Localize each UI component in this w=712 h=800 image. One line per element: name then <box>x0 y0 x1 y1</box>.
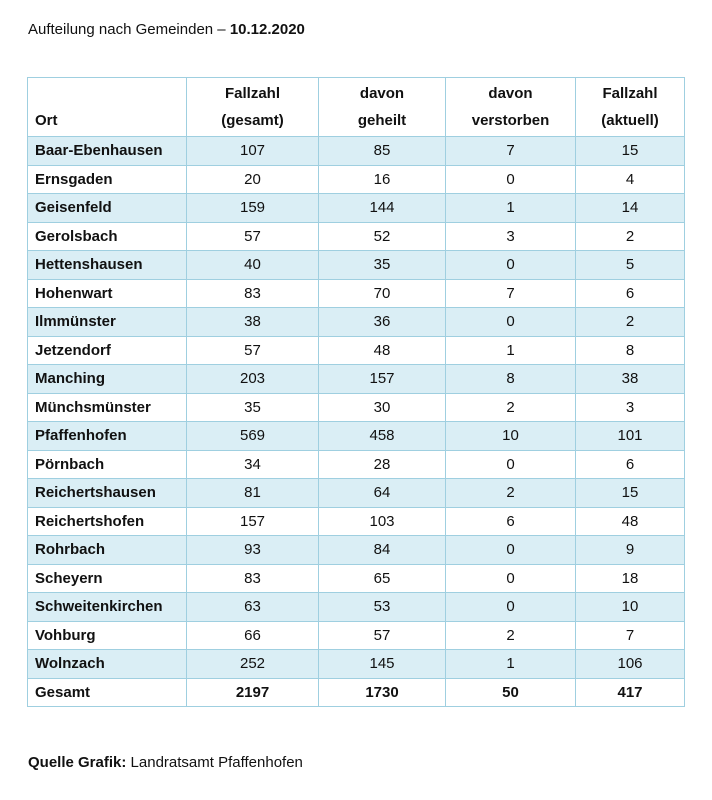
total-ort-cell: Gesamt <box>28 678 187 707</box>
ort-cell: Münchsmünster <box>28 393 187 422</box>
fallzahl-aktuell-cell: 15 <box>576 479 685 508</box>
fallzahl-gesamt-header <box>187 78 319 137</box>
fallzahl-gesamt-cell: 34 <box>187 450 319 479</box>
geheilt-cell: 16 <box>319 165 446 194</box>
table-row <box>28 194 685 223</box>
header-line-1: Fallzahl <box>602 85 658 102</box>
ort-cell: Vohburg <box>28 621 187 650</box>
header-line-1: davon <box>488 85 533 102</box>
fallzahl-aktuell-cell: 2 <box>576 222 685 251</box>
table-row <box>28 564 685 593</box>
fallzahl-gesamt-cell: 159 <box>187 194 319 223</box>
table-row <box>28 593 685 622</box>
table-header <box>28 78 685 137</box>
ort-cell: Schweitenkirchen <box>28 593 187 622</box>
geheilt-cell: 85 <box>319 137 446 166</box>
verstorben-cell: 7 <box>446 279 576 308</box>
fallzahl-aktuell-cell: 8 <box>576 336 685 365</box>
fallzahl-aktuell-cell: 7 <box>576 621 685 650</box>
fallzahl-gesamt-cell: 93 <box>187 536 319 565</box>
verstorben-cell: 1 <box>446 194 576 223</box>
table-row <box>28 536 685 565</box>
fallzahl-gesamt-cell: 252 <box>187 650 319 679</box>
ort-cell: Gerolsbach <box>28 222 187 251</box>
fallzahl-gesamt-cell: 40 <box>187 251 319 280</box>
fallzahl-gesamt-cell: 57 <box>187 222 319 251</box>
fallzahl-aktuell-cell: 10 <box>576 593 685 622</box>
fallzahl-gesamt-cell: 81 <box>187 479 319 508</box>
verstorben-cell: 0 <box>446 536 576 565</box>
fallzahl-gesamt-cell: 157 <box>187 507 319 536</box>
fallzahl-gesamt-cell: 20 <box>187 165 319 194</box>
fallzahl-aktuell-cell: 38 <box>576 365 685 394</box>
fallzahl-gesamt-cell: 66 <box>187 621 319 650</box>
geheilt-cell: 48 <box>319 336 446 365</box>
source-note <box>28 753 303 773</box>
verstorben-cell: 2 <box>446 393 576 422</box>
verstorben-cell: 0 <box>446 593 576 622</box>
verstorben-cell: 0 <box>446 564 576 593</box>
table-row <box>28 279 685 308</box>
table-row <box>28 165 685 194</box>
verstorben-cell: 2 <box>446 621 576 650</box>
ort-cell: Baar-Ebenhausen <box>28 137 187 166</box>
ort-cell: Hohenwart <box>28 279 187 308</box>
header-line-1: Fallzahl <box>224 85 280 102</box>
fallzahl-aktuell-cell: 4 <box>576 165 685 194</box>
verstorben-cell: 0 <box>446 450 576 479</box>
geheilt-cell: 145 <box>319 650 446 679</box>
fallzahl-aktuell-cell: 5 <box>576 251 685 280</box>
header-label: Ort <box>35 112 58 129</box>
table-header-row <box>28 78 685 137</box>
ort-header <box>28 78 187 137</box>
table-row <box>28 251 685 280</box>
cases-by-municipality-table <box>27 77 685 707</box>
table-row <box>28 479 685 508</box>
geheilt-cell: 144 <box>319 194 446 223</box>
ort-cell: Scheyern <box>28 564 187 593</box>
fallzahl-aktuell-header <box>576 78 685 137</box>
ort-cell: Pfaffenhofen <box>28 422 187 451</box>
fallzahl-gesamt-cell: 63 <box>187 593 319 622</box>
table-row <box>28 422 685 451</box>
geheilt-cell: 103 <box>319 507 446 536</box>
fallzahl-gesamt-cell: 83 <box>187 279 319 308</box>
verstorben-cell: 0 <box>446 251 576 280</box>
verstorben-cell: 2 <box>446 479 576 508</box>
total-fallzahl-gesamt-cell: 2197 <box>187 678 319 707</box>
header-line-2: verstorben <box>471 112 550 129</box>
table-row <box>28 621 685 650</box>
ort-cell: Jetzendorf <box>28 336 187 365</box>
cases-table-container <box>27 77 684 707</box>
heading-prefix: Aufteilung nach Gemeinden – <box>28 21 230 38</box>
fallzahl-aktuell-cell: 3 <box>576 393 685 422</box>
header-line-2: (aktuell) <box>601 112 659 129</box>
fallzahl-gesamt-cell: 107 <box>187 137 319 166</box>
ort-cell: Pörnbach <box>28 450 187 479</box>
ort-cell: Wolnzach <box>28 650 187 679</box>
geheilt-cell: 64 <box>319 479 446 508</box>
geheilt-cell: 57 <box>319 621 446 650</box>
table-body <box>28 137 685 707</box>
ort-cell: Ernsgaden <box>28 165 187 194</box>
fallzahl-gesamt-cell: 35 <box>187 393 319 422</box>
fallzahl-aktuell-cell: 15 <box>576 137 685 166</box>
verstorben-cell: 0 <box>446 165 576 194</box>
ort-cell: Hettenshausen <box>28 251 187 280</box>
verstorben-cell: 0 <box>446 308 576 337</box>
fallzahl-gesamt-cell: 83 <box>187 564 319 593</box>
page-heading <box>28 20 305 40</box>
fallzahl-gesamt-cell: 38 <box>187 308 319 337</box>
geheilt-cell: 36 <box>319 308 446 337</box>
geheilt-cell: 70 <box>319 279 446 308</box>
fallzahl-aktuell-cell: 6 <box>576 279 685 308</box>
ort-cell: Geisenfeld <box>28 194 187 223</box>
header-line-2: (gesamt) <box>221 112 284 129</box>
table-row <box>28 222 685 251</box>
fallzahl-gesamt-cell: 569 <box>187 422 319 451</box>
table-row <box>28 308 685 337</box>
fallzahl-aktuell-cell: 2 <box>576 308 685 337</box>
total-verstorben-cell: 50 <box>446 678 576 707</box>
fallzahl-aktuell-cell: 14 <box>576 194 685 223</box>
heading-date: 10.12.2020 <box>229 21 305 38</box>
table-row <box>28 365 685 394</box>
ort-cell: Rohrbach <box>28 536 187 565</box>
geheilt-cell: 458 <box>319 422 446 451</box>
geheilt-cell: 52 <box>319 222 446 251</box>
geheilt-cell: 35 <box>319 251 446 280</box>
total-geheilt-cell: 1730 <box>319 678 446 707</box>
fallzahl-aktuell-cell: 48 <box>576 507 685 536</box>
table-row <box>28 336 685 365</box>
ort-cell: Manching <box>28 365 187 394</box>
verstorben-header <box>446 78 576 137</box>
header-line-2: geheilt <box>357 112 407 129</box>
geheilt-cell: 65 <box>319 564 446 593</box>
source-label: Quelle Grafik: <box>28 754 127 771</box>
verstorben-cell: 6 <box>446 507 576 536</box>
fallzahl-aktuell-cell: 6 <box>576 450 685 479</box>
table-row <box>28 507 685 536</box>
verstorben-cell: 1 <box>446 650 576 679</box>
geheilt-cell: 28 <box>319 450 446 479</box>
fallzahl-aktuell-cell: 101 <box>576 422 685 451</box>
fallzahl-aktuell-cell: 9 <box>576 536 685 565</box>
fallzahl-aktuell-cell: 106 <box>576 650 685 679</box>
ort-cell: Reichertshofen <box>28 507 187 536</box>
source-text: Landratsamt Pfaffenhofen <box>126 754 303 771</box>
verstorben-cell: 7 <box>446 137 576 166</box>
header-line-1: davon <box>359 85 405 102</box>
table-total-row <box>28 678 685 707</box>
geheilt-cell: 84 <box>319 536 446 565</box>
verstorben-cell: 3 <box>446 222 576 251</box>
fallzahl-gesamt-cell: 57 <box>187 336 319 365</box>
verstorben-cell: 10 <box>446 422 576 451</box>
geheilt-cell: 53 <box>319 593 446 622</box>
table-row <box>28 137 685 166</box>
verstorben-cell: 1 <box>446 336 576 365</box>
table-row <box>28 393 685 422</box>
table-row <box>28 450 685 479</box>
ort-cell: Ilmmünster <box>28 308 187 337</box>
table-row <box>28 650 685 679</box>
fallzahl-gesamt-cell: 203 <box>187 365 319 394</box>
geheilt-cell: 157 <box>319 365 446 394</box>
geheilt-header <box>319 78 446 137</box>
fallzahl-aktuell-cell: 18 <box>576 564 685 593</box>
total-fallzahl-aktuell-cell: 417 <box>576 678 685 707</box>
geheilt-cell: 30 <box>319 393 446 422</box>
ort-cell: Reichertshausen <box>28 479 187 508</box>
verstorben-cell: 8 <box>446 365 576 394</box>
